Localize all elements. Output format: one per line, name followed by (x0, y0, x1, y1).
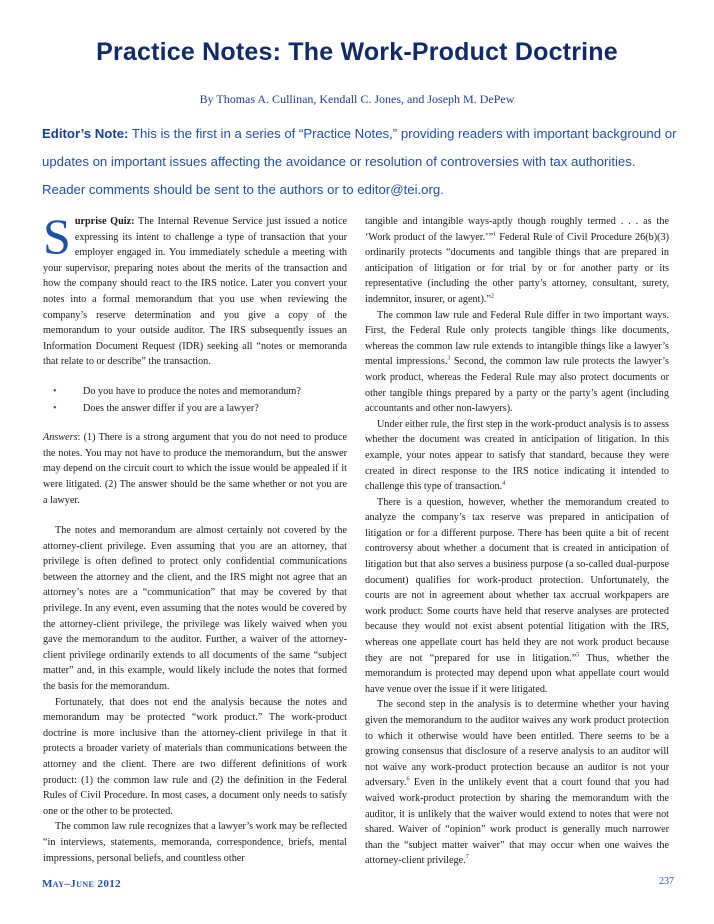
list-item: • Do you have to produce the notes and memorandum? (53, 384, 347, 400)
quiz-text: The Internal Revenue Service just issued a notice expressing its intent to challenge a type of transaction that your employer engaged in. You immediately schedule a meeting with your supervisor, preparing notes about the merits of the transaction and how the company should react to the IRS notice. Later you convert your notes into a formal memorandum that you use when reviewing the company’s reserve determination and you give a copy of the memorandum to your outside auditor. The IRS subsequently issues an Information Document Request (IDR) seeking all “notes or memoranda that relate to or describe” the transaction. (43, 216, 347, 368)
right-column (365, 214, 669, 869)
drop-cap: S (43, 208, 71, 264)
footnote-ref[interactable]: 6 (406, 776, 410, 783)
body-paragraph: Fortunately, that does not end the analysis because the notes and memorandum may be protected “work product.” The work-product doctrine is more inclusive than the attorney-client privilege in that it protects a broader variety of materials than communications between the attorney and the client. There are two different definitions of work product: (1) the common law rule and (2) the definition in the Federal Rules of Civil Procedure. In most cases, a document only needs to satisfy one or the other to be protected. (43, 696, 347, 817)
left-column (43, 208, 348, 866)
question-list (43, 384, 347, 416)
article-title: Practice Notes: The Work-Product Doctrine (96, 38, 618, 66)
editors-note (42, 120, 682, 204)
bullet-icon: • (53, 385, 57, 397)
answers-label: Answers (43, 432, 78, 444)
body-paragraph: The notes and memorandum are almost certainly not covered by the attorney-client privilege. Even assuming that you are an attorney, that privilege is often defined to protect only confidential communications between the attorney and the client, and the IRS might not agree that an attorney’s notes are a “communication” that may be covered by that privilege. In any event, even assuming that the notes would be covered by the attorney-client privilege, the privilege was likely waived when you gave the memorandum to the auditor. Further, a waiver of the attorney-client privilege ordinarily extends to all documents of the same “subject matter” and, in this example, would likely include the notes that formed the basis for the memorandum. (43, 525, 347, 693)
bullet-icon: • (53, 402, 57, 414)
footnote-ref[interactable]: 2 (490, 293, 494, 300)
answers-paragraph (43, 430, 347, 508)
page-number: 237 (659, 876, 674, 887)
body-paragraph: The common law rule and Federal Rule differ in two important ways. First, the Federal Rule only protects tangible things like documents, whereas the common law rule extends to intangible things like a lawyer’s mental impressions.$^3$ Second, the common law rule protects the lawyer’s work product, whereas the Federal Rule may also protect documents or other tangible things prepared by a party or the party’s agent (including accountants and other non-lawyers). (365, 309, 669, 415)
answers-text: : (1) There is a strong argument that you do not need to produce the notes. You may not have to produce the memorandum, but the answer may depend on the circuit court to which the issue would be appealed if it were litigated. (2) The answer should be the same whether or not you are a lawyer. (43, 432, 347, 506)
editors-note-text: This is the first in a series of “Practice Notes,” providing readers with important background or updates on important issues affecting the avoidance or resolution of controversies with tax authorities. Reader comments should be sent to the authors or to editor@tei.org. (42, 126, 677, 197)
body-paragraph: Under either rule, the first step in the work-product analysis is to assess whether the document was created in anticipation of litigation. In this example, your notes appear to satisfy that standard, because they were created in direct response to the IRS notice indicating it intended to challenge this type of transaction.$^4$ (365, 418, 669, 493)
body-paragraph: There is a question, however, whether the memorandum created to analyze the company’s tax reserve was prepared in anticipation of litigation or for a different purpose. There has been quite a bit of recent controversy about whether a document that is created in anticipation of litigation but that also serves a business purpose (a so-called dual-purpose document) qualifies for work-product protection. Unfortunately, the courts are not in agreement about whether tax accrual workpapers are work product: Some courts have held that reserve analyses are protected because they would not exist absent potential litigation with the IRS, whereas one appellate court has held they are not work product because they are not “prepared for use in litigation.”$^5$ Thus, whether the memorandum is protected may depend upon what appellate court would have venue over the issue if it were litigated. (365, 496, 669, 695)
footnote-ref[interactable]: 3 (447, 355, 451, 362)
list-item: • Does the answer differ if you are a lawyer? (53, 401, 347, 417)
footnote-ref[interactable]: 7 (465, 854, 469, 861)
quiz-label: urprise Quiz: (74, 216, 135, 227)
quiz-paragraph (43, 208, 347, 370)
issue-date: May–June 2012 (42, 878, 122, 890)
author-byline: By Thomas A. Cullinan, Kendall C. Jones, and Joseph M. DePew (199, 92, 515, 106)
editors-note-label: Editor’s Note: (42, 126, 129, 141)
footnote-ref[interactable]: 1 (493, 231, 497, 238)
body-paragraph: The second step in the analysis is to determine whether your having given the memorandum to the auditor waives any work product protection to which it otherwise would have been entitled. There seems to be a growing consensus that disclosure of a reserve analysis to an auditor will not waive any work-product protection because an auditor is not your adversary.$^6$ Even in the unlikely event that a court found that you had waived work-product protection by sharing the memorandum with the auditor, it is unlikely that the waiver would extend to notes that were not shared. Waiver of “opinion” work product is generally much narrower than the “subject matter waiver” that may occur when one waives the attorney-client privilege.$^7$ (365, 699, 669, 867)
footnote-ref[interactable]: 5 (576, 652, 580, 659)
footnote-ref[interactable]: 4 (502, 480, 506, 487)
body-paragraph: The common law rule recognizes that a lawyer’s work may be reflected “in interviews, statements, memoranda, correspondence, briefs, mental impressions, personal beliefs, and countless other (43, 821, 348, 864)
body-paragraph: tangible and intangible ways-aptly though roughly termed . . . as the ‘Work product of the lawyer.’”$^1$ Federal Rule of Civil Procedure 26(b)(3) ordinarily protects “documents and tangible things that are prepared in anticipation of litigation or for trial by or for another party or its representative (including the other party’s attorney, consultant, surety, indemnitor, insurer, or agent).”$^2$ (365, 216, 669, 305)
